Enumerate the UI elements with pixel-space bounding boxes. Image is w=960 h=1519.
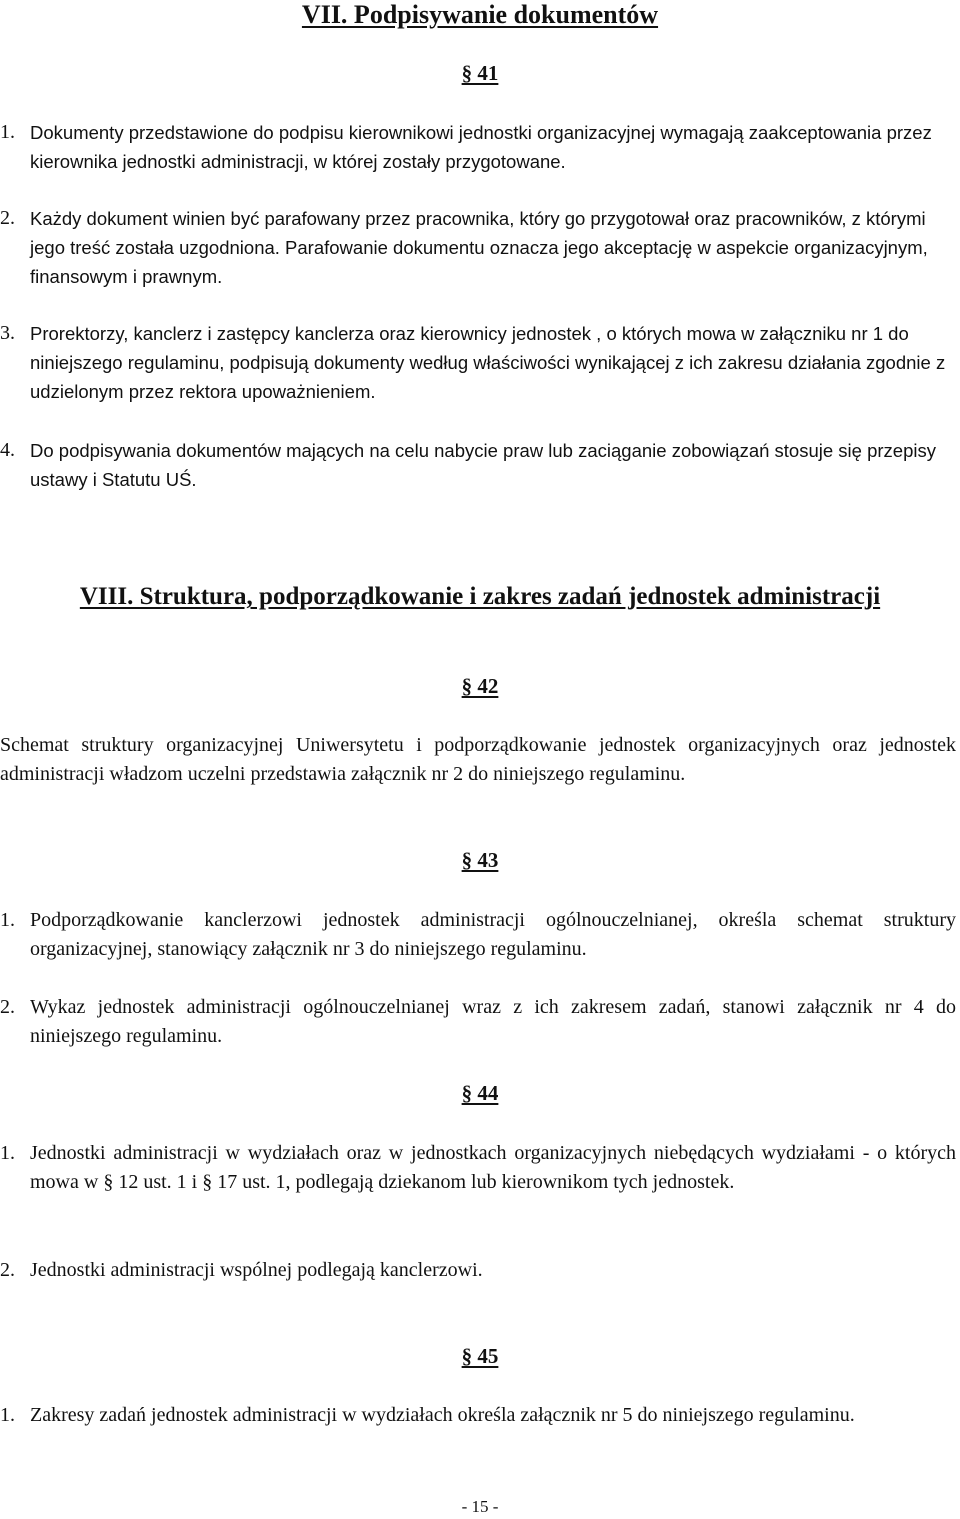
paragraph-43-1 (0, 906, 956, 964)
chapter-8-title: VIII. Struktura, podporządkowanie i zakres zadań jednostek administracji (79, 583, 881, 610)
paragraph-text: Prorektorzy, kanclerz i zastępcy kanclerza oraz kierownicy jednostek , o których mowa w załączniku nr 1 do niniejszego regulaminu, podpisują dokumenty według właściwości wynikającej z ich zakresu działania zgodnie z udzielonym przez rektora upoważnieniem. (30, 323, 946, 402)
section-42-heading: § 42 (461, 674, 499, 698)
paragraph-44-2 (0, 1256, 956, 1285)
paragraph-number: 2. (0, 996, 15, 1018)
section-42-text: Schemat struktury organizacyjnej Uniwersytetu i podporządkowanie jednostek organizacyjnych oraz jednostek administracji władzom uczelni przedstawia załącznik nr 2 do niniejszego regulaminu. (0, 734, 956, 785)
paragraph-43-2 (0, 993, 956, 1051)
paragraph-number: 4. (0, 439, 15, 461)
paragraph-41-1 (0, 118, 956, 176)
paragraph-41-3 (0, 319, 956, 406)
paragraph-41-4 (0, 436, 956, 494)
paragraph-number: 3. (0, 322, 15, 344)
paragraph-text: Dokumenty przedstawione do podpisu kierownikowi jednostki organizacyjnej wymagają zaakceptowania przez kierownika jednostki administracji, w której zostały przygotowane. (30, 122, 932, 172)
chapter-7-title: VII. Podpisywanie dokumentów (301, 0, 659, 29)
paragraph-text: Jednostki administracji wspólnej podlegają kanclerzowi. (30, 1259, 483, 1281)
paragraph-text: Każdy dokument winien być parafowany przez pracownika, który go przygotował oraz pracowników, z którymi jego treść została uzgodniona. Parafowanie dokumentu oznacza jego akceptację w aspekcie organizacyjnym, finansowym i prawnym. (30, 208, 928, 287)
paragraph-text: Podporządkowanie kanclerzowi jednostek administracji ogólnouczelnianej, określa schemat struktury organizacyjnej, stanowiący załącznik nr 3 do niniejszego regulaminu. (30, 909, 956, 960)
page-number: - 15 - (461, 1497, 499, 1516)
section-43-heading: § 43 (461, 848, 499, 872)
section-44-heading: § 44 (461, 1081, 499, 1105)
paragraph-text: Do podpisywania dokumentów mających na celu nabycie praw lub zaciąganie zobowiązań stosuje się przepisy ustawy i Statutu UŚ. (30, 440, 936, 490)
paragraph-text: Jednostki administracji w wydziałach oraz w jednostkach organizacyjnych niebędących wydziałami - o których mowa w § 12 ust. 1 i § 17 ust. 1, podlegają dziekanom lub kierownikom tych jednostek. (30, 1142, 956, 1193)
paragraph-45-1 (0, 1401, 956, 1430)
paragraph-number: 1. (0, 909, 15, 931)
paragraph-number: 2. (0, 1259, 15, 1281)
paragraph-number: 1. (0, 1404, 15, 1426)
section-45-heading: § 45 (461, 1344, 499, 1368)
paragraph-number: 2. (0, 207, 15, 229)
paragraph-number: 1. (0, 1142, 15, 1164)
paragraph-text: Zakresy zadań jednostek administracji w wydziałach określa załącznik nr 5 do niniejszego regulaminu. (30, 1404, 855, 1426)
section-41-heading: § 41 (461, 61, 499, 85)
paragraph-41-2 (0, 204, 956, 291)
paragraph-44-1 (0, 1139, 956, 1197)
paragraph-number: 1. (0, 121, 15, 143)
paragraph-text: Wykaz jednostek administracji ogólnouczelnianej wraz z ich zakresem zadań, stanowi załącznik nr 4 do niniejszego regulaminu. (30, 996, 956, 1047)
